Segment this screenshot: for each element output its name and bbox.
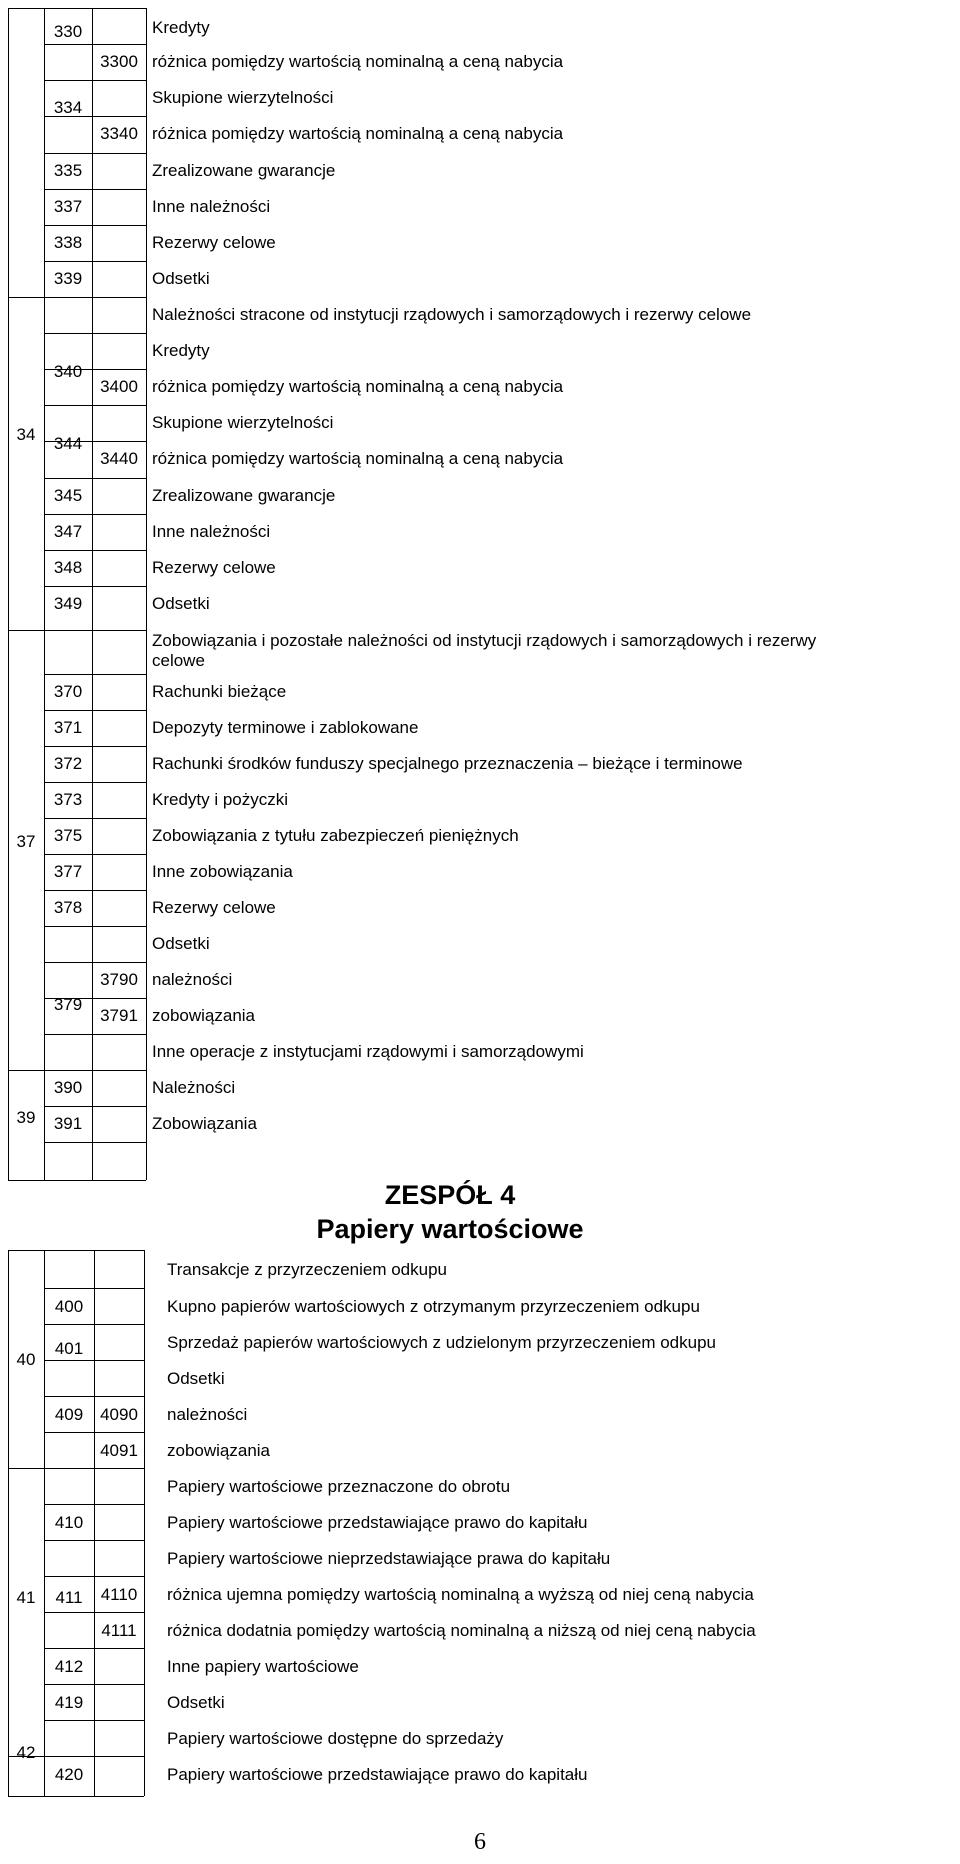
account-code: 373 xyxy=(53,790,83,809)
account-code: 409 xyxy=(54,1405,84,1424)
account-name: Papiery wartościowe przedstawiające prawo do kapitału xyxy=(167,1513,588,1532)
account-code: 334 xyxy=(53,98,83,117)
grid-line xyxy=(44,1540,144,1541)
account-name: różnica pomiędzy wartością nominalną a ceną nabycia xyxy=(152,52,564,71)
account-name: Inne należności xyxy=(152,197,271,216)
account-name: Odsetki xyxy=(167,1693,225,1712)
account-code: 391 xyxy=(53,1114,83,1133)
grid-line xyxy=(8,1468,44,1469)
account-code: 419 xyxy=(54,1693,84,1712)
account-name: różnica pomiędzy wartością nominalną a ceną nabycia xyxy=(152,377,564,396)
account-name: Depozyty terminowe i zablokowane xyxy=(152,718,419,737)
grid-line xyxy=(44,1720,144,1721)
grid-line xyxy=(8,1070,44,1071)
grid-line xyxy=(44,962,146,963)
grid-line xyxy=(44,44,146,45)
grid-line xyxy=(44,1324,144,1325)
account-code: 420 xyxy=(54,1765,84,1784)
account-name: Rezerwy celowe xyxy=(152,898,276,917)
group-code: 41 xyxy=(16,1588,36,1607)
account-name: należności xyxy=(167,1405,248,1424)
subaccount-code: 4090 xyxy=(100,1405,138,1424)
account-name: Papiery wartościowe nieprzedstawiające prawa do kapitału xyxy=(167,1549,611,1568)
grid-line xyxy=(44,710,146,711)
grid-line xyxy=(44,550,146,551)
account-code: 372 xyxy=(53,754,83,773)
account-code: 400 xyxy=(54,1297,84,1316)
grid-line xyxy=(44,261,146,262)
section-heading: ZESPÓŁ 4 xyxy=(384,1180,516,1210)
account-name: Sprzedaż papierów wartościowych z udzielonym przyrzeczeniem odkupu xyxy=(167,1333,716,1352)
account-name: Transakcje z przyrzeczeniem odkupu xyxy=(167,1260,447,1279)
grid-line xyxy=(44,1612,144,1613)
grid-line xyxy=(44,586,146,587)
account-name: należności xyxy=(152,970,233,989)
account-name: Papiery wartościowe dostępne do sprzedaży xyxy=(167,1729,504,1748)
grid-line xyxy=(8,1796,144,1797)
account-name: Zobowiązania xyxy=(152,1114,257,1133)
account-name: Rachunki środków funduszy specjalnego przeznaczenia – bieżące i terminowe xyxy=(152,754,743,773)
grid-line xyxy=(44,1756,144,1757)
grid-line xyxy=(44,818,146,819)
account-code: 345 xyxy=(53,486,83,505)
account-name: Należności stracone od instytucji rządowych i samorządowych i rezerwy celowe xyxy=(152,305,752,324)
account-name: Rachunki bieżące xyxy=(152,682,287,701)
account-name: Zrealizowane gwarancje xyxy=(152,486,336,505)
account-name: Odsetki xyxy=(152,934,210,953)
account-name: Odsetki xyxy=(152,269,210,288)
grid-line xyxy=(44,1432,144,1433)
grid-line xyxy=(44,189,146,190)
account-code: 377 xyxy=(53,862,83,881)
grid-line xyxy=(44,1396,144,1397)
account-code: 349 xyxy=(53,594,83,613)
grid-line xyxy=(44,926,146,927)
account-code: 337 xyxy=(53,197,83,216)
account-code: 347 xyxy=(53,522,83,541)
account-code: 411 xyxy=(55,1588,83,1607)
grid-line xyxy=(146,8,147,1180)
grid-line xyxy=(44,1648,144,1649)
account-code: 348 xyxy=(53,558,83,577)
page-number: 6 xyxy=(474,1829,486,1855)
account-name: Rezerwy celowe xyxy=(152,558,276,577)
grid-line xyxy=(44,782,146,783)
grid-line xyxy=(44,890,146,891)
account-code: 330 xyxy=(53,22,83,41)
account-name: Kredyty xyxy=(152,341,210,360)
account-code: 379 xyxy=(53,995,83,1014)
account-code: 335 xyxy=(53,161,83,180)
account-name: Odsetki xyxy=(152,594,210,613)
grid-line xyxy=(44,80,146,81)
grid-line xyxy=(44,1360,144,1361)
account-name: Inne zobowiązania xyxy=(152,862,293,881)
grid-line xyxy=(44,1288,144,1289)
account-name: Kredyty i pożyczki xyxy=(152,790,289,809)
account-name: Inne operacje z instytucjami rządowymi i samorządowymi xyxy=(152,1042,584,1061)
subaccount-code: 3340 xyxy=(100,124,138,143)
account-name: Zobowiązania z tytułu zabezpieczeń pieniężnych xyxy=(152,826,519,845)
grid-line xyxy=(44,854,146,855)
grid-line xyxy=(44,514,146,515)
account-name: Zrealizowane gwarancje xyxy=(152,161,336,180)
subaccount-code: 4111 xyxy=(101,1621,137,1640)
account-name: Papiery wartościowe przedstawiające prawo do kapitału xyxy=(167,1765,588,1784)
account-name: Kupno papierów wartościowych z otrzymanym przyrzeczeniem odkupu xyxy=(167,1297,700,1316)
grid-line xyxy=(8,297,44,298)
grid-line xyxy=(144,1250,145,1796)
subaccount-code: 4110 xyxy=(100,1585,138,1604)
account-name: Należności xyxy=(152,1078,236,1097)
grid-line xyxy=(8,1180,146,1181)
subaccount-code: 3300 xyxy=(100,52,138,71)
account-code: 412 xyxy=(54,1657,84,1676)
subaccount-code: 3791 xyxy=(100,1006,138,1025)
group-code: 37 xyxy=(16,832,36,851)
account-code: 375 xyxy=(53,826,83,845)
account-name: Odsetki xyxy=(167,1369,225,1388)
grid-line xyxy=(44,478,146,479)
account-name: Inne papiery wartościowe xyxy=(167,1657,359,1676)
account-name: różnica dodatnia pomiędzy wartością nominalną a niższą od niej ceną nabycia xyxy=(167,1621,756,1640)
grid-line xyxy=(44,746,146,747)
grid-line xyxy=(44,1070,146,1071)
account-name: Zobowiązania i pozostałe należności od instytucji rządowych i samorządowych i rezerwy xyxy=(152,631,817,650)
grid-line xyxy=(44,1576,144,1577)
subaccount-code: 3400 xyxy=(100,377,138,396)
grid-line xyxy=(44,630,146,631)
grid-line xyxy=(44,1034,146,1035)
account-code: 401 xyxy=(54,1339,84,1358)
grid-line xyxy=(44,1684,144,1685)
grid-line xyxy=(44,153,146,154)
grid-line xyxy=(44,405,146,406)
grid-line xyxy=(44,297,146,298)
grid-line xyxy=(44,225,146,226)
group-code: 40 xyxy=(16,1350,36,1369)
account-name-cont: celowe xyxy=(152,651,205,670)
group-code: 42 xyxy=(16,1743,36,1762)
group-code: 39 xyxy=(16,1108,36,1127)
account-code: 344 xyxy=(53,434,83,453)
account-name: Skupione wierzytelności xyxy=(152,88,334,107)
grid-line xyxy=(44,1142,146,1143)
grid-line xyxy=(8,1250,144,1251)
subaccount-code: 3790 xyxy=(100,970,138,989)
account-name: różnica pomiędzy wartością nominalną a ceną nabycia xyxy=(152,449,564,468)
account-name: Kredyty xyxy=(152,18,210,37)
grid-line xyxy=(8,630,44,631)
grid-line xyxy=(44,333,146,334)
grid-line xyxy=(92,8,93,1180)
account-name: różnica pomiędzy wartością nominalną a ceną nabycia xyxy=(152,124,564,143)
account-name: różnica ujemna pomiędzy wartością nominalną a wyższą od niej ceną nabycia xyxy=(167,1585,754,1604)
account-code: 371 xyxy=(53,718,83,737)
grid-line xyxy=(8,8,146,9)
account-name: Papiery wartościowe przeznaczone do obrotu xyxy=(167,1477,511,1496)
account-code: 390 xyxy=(53,1078,83,1097)
grid-line xyxy=(44,1106,146,1107)
grid-line xyxy=(44,1468,144,1469)
group-code: 34 xyxy=(16,425,36,444)
account-name: Rezerwy celowe xyxy=(152,233,276,252)
account-code: 340 xyxy=(53,362,83,381)
account-code: 370 xyxy=(53,682,83,701)
grid-line xyxy=(44,1504,144,1505)
grid-line xyxy=(94,1250,95,1796)
section-subheading: Papiery wartościowe xyxy=(316,1214,584,1244)
grid-line xyxy=(44,674,146,675)
account-name: zobowiązania xyxy=(152,1006,256,1025)
account-code: 338 xyxy=(53,233,83,252)
account-name: Skupione wierzytelności xyxy=(152,413,334,432)
grid-line xyxy=(8,8,9,1180)
account-code: 378 xyxy=(53,898,83,917)
account-name: Inne należności xyxy=(152,522,271,541)
subaccount-code: 3440 xyxy=(100,449,138,468)
grid-line xyxy=(8,1250,9,1796)
subaccount-code: 4091 xyxy=(100,1441,138,1460)
account-code: 410 xyxy=(54,1513,84,1532)
account-code: 339 xyxy=(53,269,83,288)
account-name: zobowiązania xyxy=(167,1441,271,1460)
